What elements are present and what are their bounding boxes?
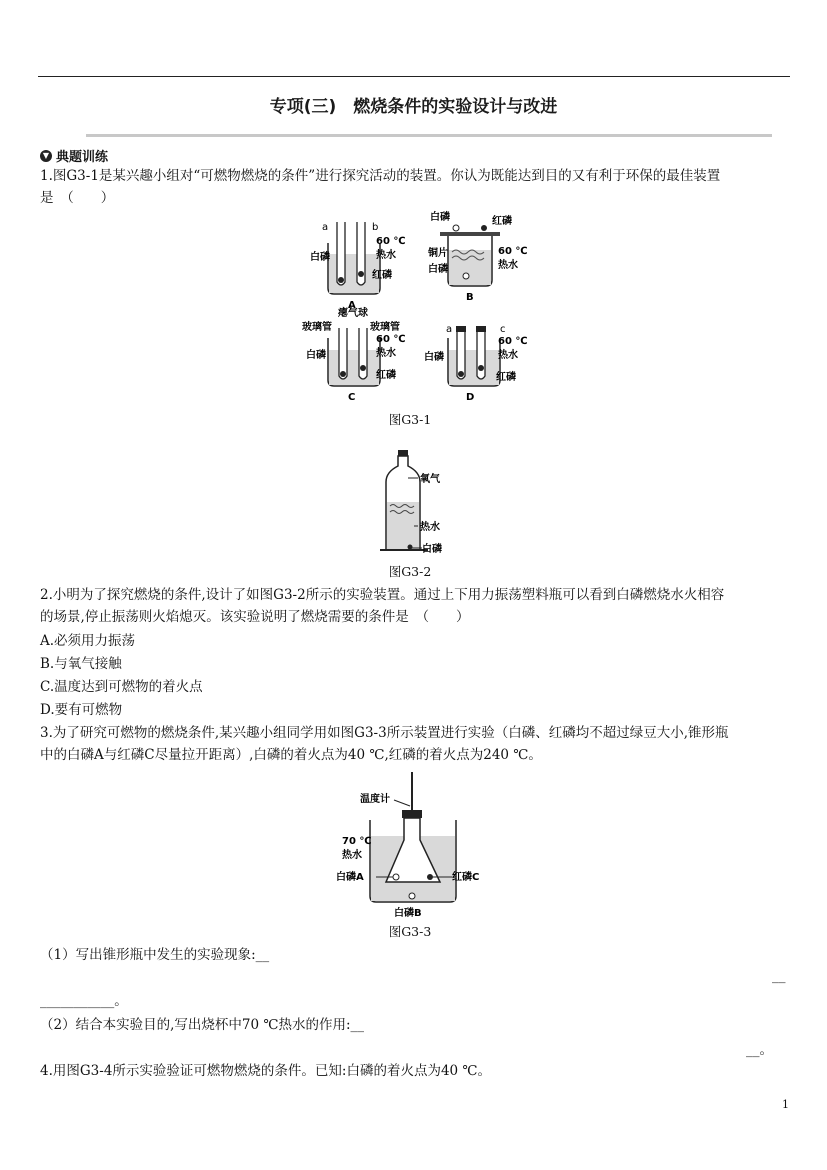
q2-option-c: C.温度达到可燃物的着火点 (40, 679, 203, 695)
label-hot-water: 热水 (342, 850, 362, 861)
label-b-white-p: 白磷 (428, 264, 448, 275)
setup-d (424, 324, 528, 403)
q1-text-line1: 1.图G3-1是某兴趣小组对“可燃物燃烧的条件”进行探究活动的装置。你认为既能达到目的又有利于环保的最佳装置 (40, 168, 721, 184)
q3-sub1-end: ___________。 (40, 993, 128, 1009)
q2-text-line2: 的场景,停止振荡则火焰熄灭。该实验说明了燃烧需要的条件是 （ ） (40, 609, 470, 625)
triangle-down-icon: ▼ (40, 150, 52, 162)
q3-text-line2: 中的白磷A与红磷C尽量拉开距离）,白磷的着火点为40 ℃,红磷的着火点为240 ℃。 (40, 747, 542, 763)
section-heading (40, 146, 108, 165)
label-b-copper: 铜片 (428, 248, 448, 259)
label-hot-water: 热水 (420, 522, 440, 533)
label-thermometer: 温度计 (360, 794, 390, 805)
page-title: 专项(三) 燃烧条件的实验设计与改进 (269, 97, 558, 117)
q3-sub2-end: __。 (746, 1042, 773, 1058)
q2-option-a: A.必须用力振荡 (40, 633, 136, 649)
label-white-p: 白磷 (422, 544, 442, 555)
caption-a: A (348, 300, 356, 311)
page-number: 1 (782, 1098, 789, 1111)
figure-g3-3 (330, 770, 500, 920)
q2-text-line1: 2.小明为了探究燃烧的条件,设计了如图G3-2所示的实验装置。通过上下用力振荡塑料瓶可以看到白磷燃烧水火相容 (40, 587, 725, 603)
label-c-hot-water: 热水 (376, 348, 396, 359)
label-oxygen: 氧气 (420, 474, 440, 485)
label-b-white-p-top: 白磷 (430, 212, 450, 223)
label-b-temp: 60 ℃ (498, 246, 528, 257)
q2-option-b: B.与氧气接触 (40, 656, 122, 672)
label-d-white-p: 白磷 (424, 352, 444, 363)
q3-sub1: （1）写出锥形瓶中发生的实验现象:__ (40, 947, 270, 963)
label-a-temp: 60 ℃ (376, 236, 406, 247)
q2-option-d: D.要有可燃物 (40, 702, 123, 718)
label-red-c: 红磷C (452, 872, 480, 883)
figure-g3-1 (300, 208, 540, 408)
label-white-a: 白磷A (336, 872, 364, 883)
label-d-red-p: 红磷 (496, 372, 516, 383)
label-b-red-p: 红磷 (492, 216, 512, 227)
label-d-c: c (500, 324, 506, 335)
q3-text-line1: 3.为了研究可燃物的燃烧条件,某兴趣小组同学用如图G3-3所示装置进行实验（白磷、红磷均不超过绿豆大小,锥形瓶 (40, 725, 729, 741)
label-d-a: a (446, 324, 453, 335)
label-b: b (372, 222, 379, 233)
label-white-b: 白磷B (394, 908, 422, 919)
q1-text-line2: 是 （ ） (40, 190, 115, 206)
figure-g3-2-caption: 图G3-2 (388, 564, 432, 579)
label-temp: 70 ℃ (342, 836, 372, 847)
label-d-temp: 60 ℃ (498, 336, 528, 347)
q4-text: 4.用图G3-4所示实验验证可燃物燃烧的条件。已知:白磷的着火点为40 ℃。 (40, 1063, 492, 1079)
label-c-red-p: 红磷 (376, 370, 396, 381)
q3-sub2: （2）结合本实验目的,写出烧杯中70 ℃热水的作用:__ (40, 1017, 364, 1033)
label-a-red-p: 红磷 (372, 270, 392, 281)
figure-g3-2 (370, 448, 480, 558)
figure-g3-1-caption: 图G3-1 (388, 412, 432, 427)
label-d-hot-water: 热水 (498, 350, 518, 361)
label-a: a (322, 222, 329, 233)
title-underline (86, 134, 772, 137)
setup-c (302, 306, 406, 403)
label-c-white-p: 白磷 (306, 350, 326, 361)
label-c-temp: 60 ℃ (376, 334, 406, 345)
setup-b (427, 210, 528, 303)
caption-d: D (466, 392, 475, 403)
label-c-balloon: 瘪气球 (338, 308, 368, 319)
caption-b: B (466, 292, 474, 303)
label-c-glass-tube-right: 玻璃管 (370, 322, 400, 333)
top-rule (38, 76, 790, 77)
section-label: 典题训练 (56, 150, 109, 165)
label-a-hot-water: 热水 (376, 250, 396, 261)
label-b-hot-water: 热水 (498, 260, 518, 271)
setup-a (310, 222, 406, 311)
label-c-glass-tube-left: 玻璃管 (302, 322, 332, 333)
label-a-white-p: 白磷 (310, 252, 330, 263)
q3-sub1-blank-right: __ (772, 968, 786, 984)
caption-c: C (348, 392, 356, 403)
figure-g3-3-caption: 图G3-3 (388, 924, 432, 939)
